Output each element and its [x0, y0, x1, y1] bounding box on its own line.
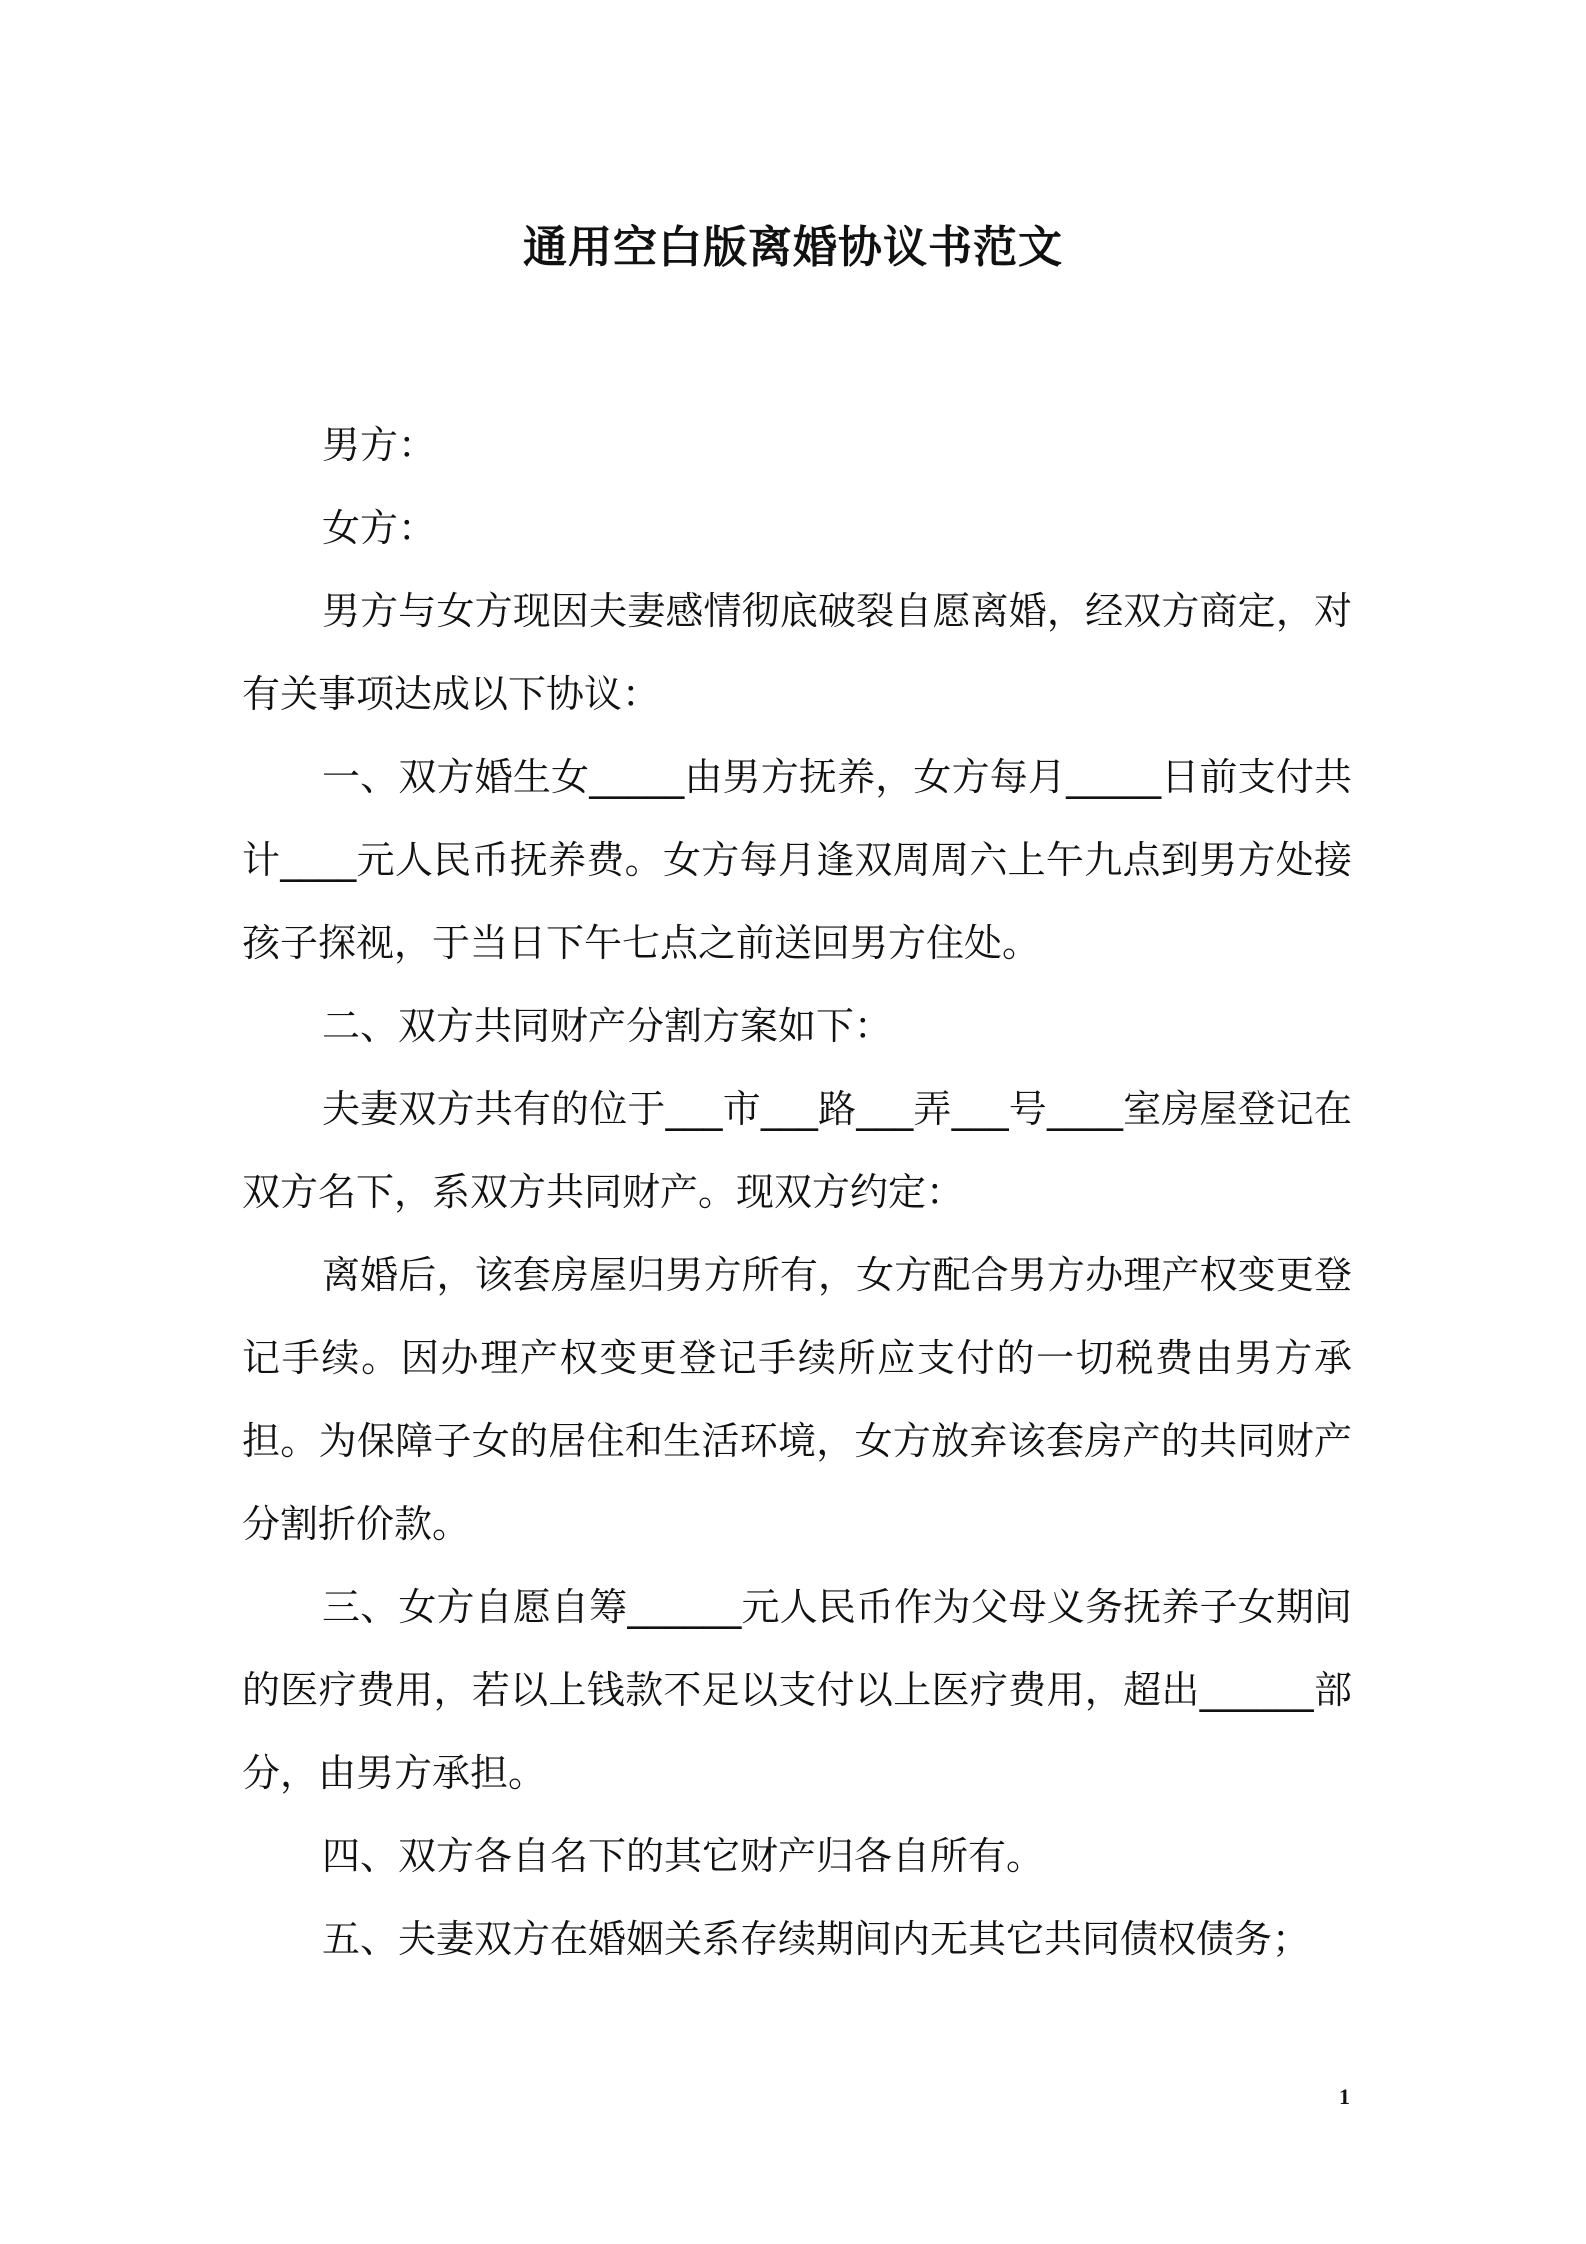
document-title: 通用空白版离婚协议书范文 — [523, 222, 1063, 273]
document-body — [242, 404, 1352, 1981]
paragraph-clause-4: 四、双方各自名下的其它财产归各自所有。 — [322, 1834, 1045, 1878]
paragraph-clause-1: 一、双方婚生女_____由男方抚养，女方每月_____日前支付共计____元人民币抚养费。女方每月逢双周周六上午九点到男方处接孩子探视，于当日下午七点之前送回男方住处。 — [242, 755, 1352, 965]
paragraph-property-agreement: 离婚后，该套房屋归男方所有，女方配合男方办理产权变更登记手续。因办理产权变更登记手续所应支付的一切税费由男方承担。为保障子女的居住和生活环境，女方放弃该套房产的共同财产分割折价款。 — [242, 1253, 1352, 1546]
page-number: 1 — [1339, 2084, 1350, 2109]
paragraph-clause-5: 五、夫妻双方在婚姻关系存续期间内无其它共同债权债务； — [322, 1917, 1311, 1961]
paragraph-clause-2: 二、双方共同财产分割方案如下： — [322, 1004, 893, 1048]
paragraph-male-party: 男方： — [322, 423, 437, 467]
paragraph-clause-3: 三、女方自愿自筹______元人民币作为父母义务抚养子女期间的医疗费用，若以上钱款不足以支付以上医疗费用，超出______部分，由男方承担。 — [242, 1585, 1352, 1795]
paragraph-intro: 男方与女方现因夫妻感情彻底破裂自愿离婚，经双方商定，对有关事项达成以下协议： — [242, 589, 1352, 716]
paragraph-property-location: 夫妻双方共有的位于___市___路___弄___号____室房屋登记在双方名下，系双方共同财产。现双方约定： — [242, 1087, 1352, 1214]
paragraph-female-party: 女方： — [322, 506, 437, 550]
